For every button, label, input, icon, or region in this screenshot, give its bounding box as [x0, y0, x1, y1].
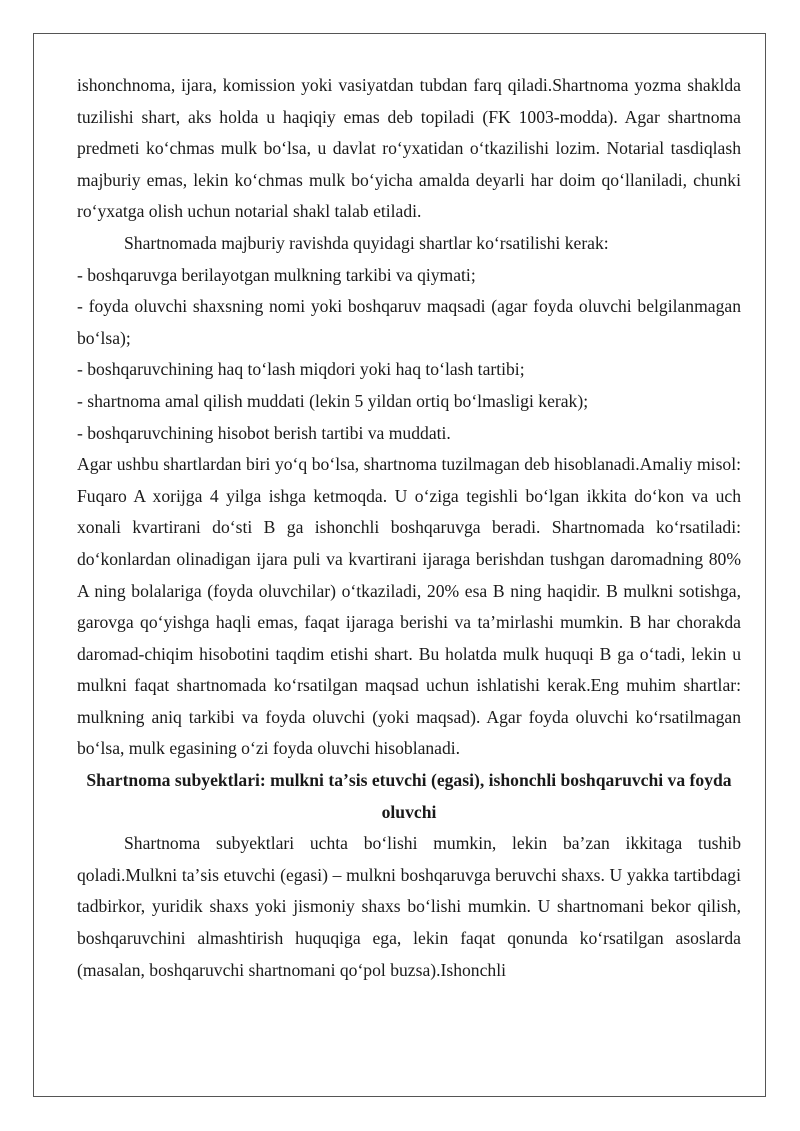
paragraph-required-terms: Shartnomada majburiy ravishda quyidagi shartlar koʻrsatilishi kerak:: [124, 232, 609, 253]
paragraph-intro: ishonchnoma, ijara, komission yoki vasiyatdan tubdan farq qiladi.Shartnoma yozma shaklda tuzilishi shart, aks holda u haqiqiy emas deb topiladi (FK 1003-modda). Agar shartnoma predmeti koʻchmas mulk boʻlsa, u davlat roʻyxatidan oʻtkazilishi lozim. Notarial tasdiqlash majburiy emas, lekin koʻchmas mulk boʻyicha amalda deyarli har doim qoʻllaniladi, chunki roʻyxatga olish uchun notarial shakl talab etiladi.: [77, 75, 741, 222]
list-item-beneficiary: - foyda oluvchi shaxsning nomi yoki boshqaruv maqsadi (agar foyda oluvchi belgilanmagan boʻlsa);: [77, 296, 741, 348]
section-heading: Shartnoma subyektlari: mulkni taʼsis etuvchi (egasi), ishonchli boshqaruvchi va foyda oluvchi: [86, 770, 732, 822]
paragraph-subjects: Shartnoma subyektlari uchta boʻlishi mumkin, lekin baʼzan ikkitaga tushib qoladi.Mulkni taʼsis etuvchi (egasi) – mulkni boshqaruvga beruvchi shaxs. U yakka tartibdagi tadbirkor, yuridik shaxs yoki jismoniy shaxs boʻlishi mumkin. U shartnomani bekor qilish, boshqaruvchini almashtirish huquqiga ega, lekin faqat qonunda koʻrsatilgan asoslarda (masalan, boshqaruvchi shartnomani qoʻpol buzsa).Ishonchli: [77, 833, 741, 980]
paragraph-example: Agar ushbu shartlardan biri yoʻq boʻlsa, shartnoma tuzilmagan deb hisoblanadi.Amaliy misol: Fuqaro A xorijga 4 yilga ishga ketmoqda. U oʻziga tegishli boʻlgan ikkita doʻkon va uch xonali kvartirani doʻsti B ga ishonchli boshqaruvga beradi. Shartnomada koʻrsatiladi: doʻkonlardan olinadigan ijara puli va kvartirani ijaraga berishdan tushgan daromadning 80% A ning bolalariga (foyda oluvchilar) oʻtkaziladi, 20% esa B ning haqidir. B mulkni sotishga, garovga qoʻyishga haqli emas, faqat ijaraga berishi va taʼmirlashi mumkin. B har chorakda daromad-chiqim hisobotini taqdim etishi shart. Bu holatda mulk huquqi B ga oʻtadi, lekin u mulkni faqat shartnomada koʻrsatilgan maqsad uchun ishlatishi kerak.Eng muhim shartlar: mulkning aniq tarkibi va foyda oluvchi (yoki maqsad). Agar foyda oluvchi koʻrsatilmagan boʻlsa, mulk egasining oʻzi foyda oluvchi hisoblanadi.: [77, 454, 741, 759]
list-item-property-composition: - boshqaruvga berilayotgan mulkning tarkibi va qiymati;: [77, 264, 476, 285]
list-item-reporting: - boshqaruvchining hisobot berish tartibi va muddati.: [77, 422, 451, 443]
list-item-duration: - shartnoma amal qilish muddati (lekin 5 yildan ortiq boʻlmasligi kerak);: [77, 390, 589, 411]
list-item-remuneration: - boshqaruvchining haq toʻlash miqdori yoki haq toʻlash tartibi;: [77, 359, 525, 380]
document-body: [77, 70, 741, 986]
